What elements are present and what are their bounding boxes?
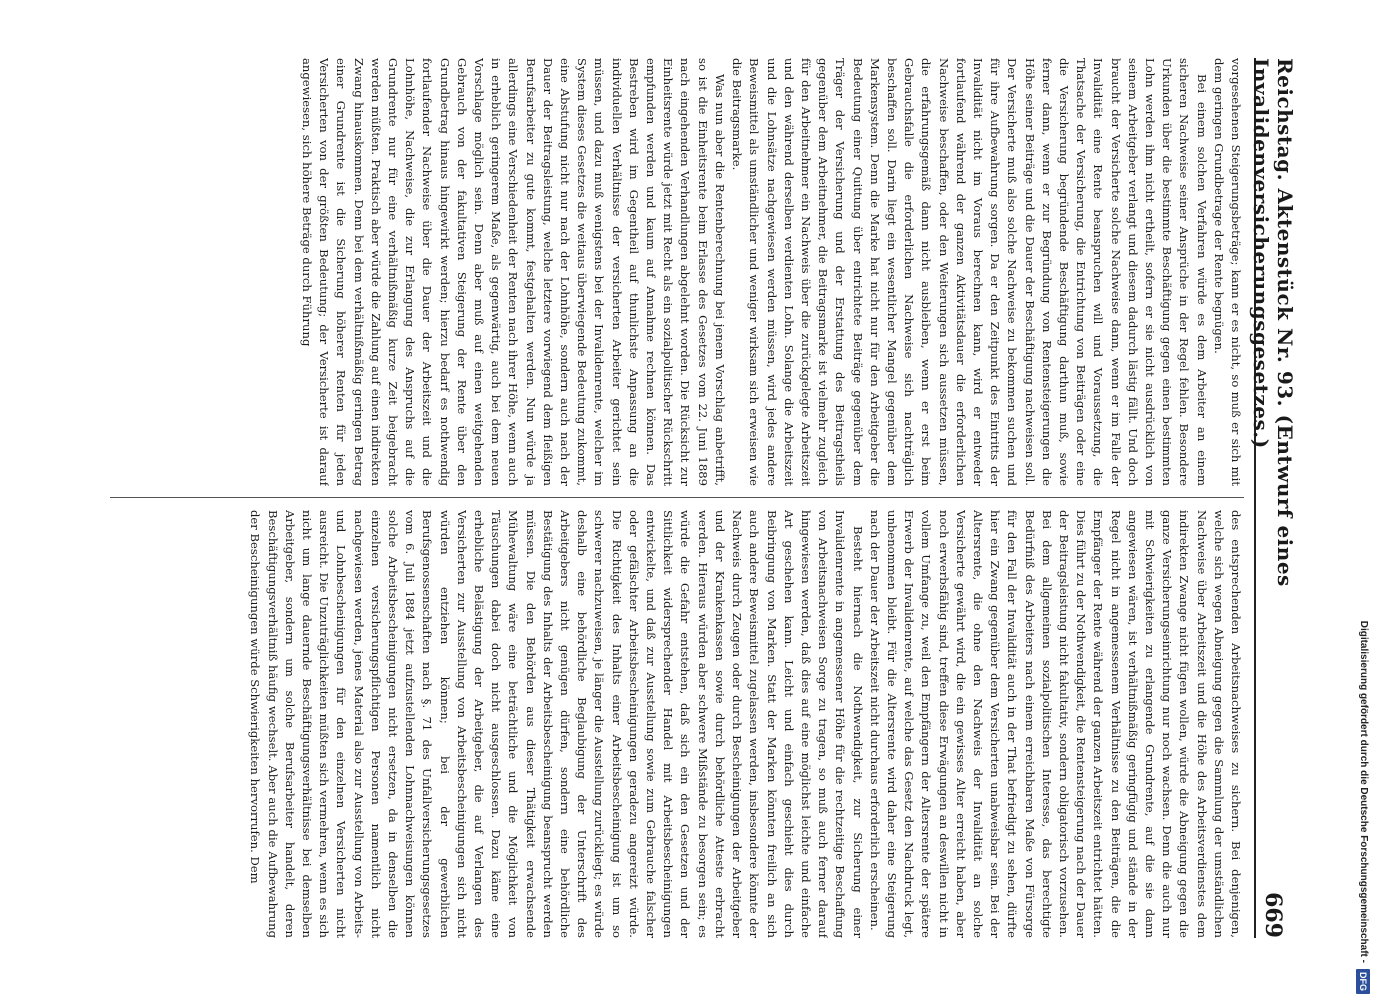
left-column [110, 58, 1244, 486]
page-header [1249, 58, 1297, 938]
left-paragraph: Was nun aber die Rentenberechnung bei jenem Vorschlag anbetrifft, so ist die Einheitsrente beim Erlasse des Gesetzes vom 22. Juni 1889 nach eingehenden Verhandlungen abgelehnt worden. Die Rücksicht zur Einheitsrente würde jetzt mit Recht als ein sozialpolitischer Rückschritt empfunden werden und kaum auf Annahme rechnen können. Das Bestreben wird im Gegentheil auf thunlichste Anpassung an die individuellen Verhältnisse der versicherten Arbeiter gerichtet sein müssen, und dazu muß wenigstens bei der Invalidenrente, welcher im System dieses Gesetzes die weitaus überwiegende Bedeutung zukommt, eine Abstufung nicht nur nach der Lohnhöhe, sondern auch nach der Dauer der Beitragsleistung, welche letztere vorwiegend dem fleißigen Berufsarbeiter zu gute kommt, festgehalten werden. Nun würde ja allerdings eine Verschiedenheit der Renten nach ihrer Höhe, wenn auch in erheblich geringerem Maße, als gegenwärtig, auch bei dem neuen Vorschlage möglich sein. Denn aber muß auf einen weitgehenden Gebrauch von der fakultativen Steigerung der Rente über den Grundbetrag hinaus hingewirkt werden; hierzu bedarf es nothwendig fortlaufender Nachweise über die Dauer der Arbeitszeit und die Lohnhöhe, Nachweise, die zur Erlangung des Anspruchs auf die Grundrente nur für eine verhältnißmäßig kurze Zeit beigebracht werden müßten. Praktisch aber würde die Zahlung auf einen indirekten Zwang hinauskommen. Denn bei dem verhältnißmäßig geringen Betrag einer Grundrente ist die Sicherung höherer Renten für jeden Versicherten von der größten Bedeutung; der Versicherte ist darauf angewiesen, sich höhere Beträge durch Führung [300, 58, 727, 486]
page-number: 669 [1260, 892, 1286, 938]
header-title: Reichstag. Aktenstück Nr. 93. (Entwurf eines Invalidenversicherungsgesetzes.) [1249, 58, 1297, 587]
left-paragraph: vorgesehenen Steigerungsbeträge; kann er es nicht, so muß er sich mit dem geringen Grundbetrage der Rente begnügen. [1211, 58, 1243, 486]
digitization-notice [1352, 6, 1374, 994]
dfg-logo: DFG [1356, 969, 1370, 994]
text-columns [110, 58, 1244, 938]
digitization-notice-text: Digitalisierung gefördert durch die Deutsche Forschungsgemeinschaft - [1358, 620, 1369, 963]
rotated-page-content [110, 58, 1297, 938]
right-paragraph: des entsprechenden Arbeitsnachweises zu sichern. Bei denjenigen, welche sich wegen Abneigung gegen die Sammlung der umständlichen Nachweise über Arbeitszeit und die Höhe des Arbeitsverdienstes dem indirekten Zwange nicht fügen wollen, würde die Abneigung gegen die ganze Versicherungseinrichtung nur noch wachsen. Denn die auch nur mit Schwierigkeiten zu erlangende Grundrente, auf die sie dann angewiesen wären, ist verhältnißmäßig geringfügig und stände in der Regel nicht in angemessenem Verhältnisse zu den Beiträgen, die die Empfänger der Rente während der ganzen Arbeitszeit entrichtet hätten. Dies führt zu der Nothwendigkeit, die Rentensteigerung nach der Dauer der Beitragsleistung nicht fakultativ, sondern obligatorisch vorzusehen. Bei dem allgemeinen sozialpolitischen Interesse, das berechtigte Bedürfniß des Arbeiters nach einem erreichbaren Maße von Fürsorge für den Fall der Invalidität auch in der That befriedigt zu sehen, dürfte hier ein Zwang gegenüber dem Versicherten unabweisbar sein. Bei der Altersrente, die ohne den Nachweis der Invalidität an solche Versicherte gewährt wird, die ein gewisses Alter erreicht haben, aber noch erwerbsfähig sind, treffen diese Erwägungen an deswillen nicht in vollem Umfange zu, weil den Empfängern der Altersrente der spätere Erwerb der Invalidenrente, auf welche das Gesetz den Nachdruck legt, unbenommen bleibt. Für die Altersrente wird daher eine Steigerung nach der Dauer der Arbeitszeit nicht durchaus erforderlich erscheinen. [867, 510, 1243, 938]
right-paragraph: Besteht hiernach die Nothwendigkeit, zur Sicherung einer Invalidenrente in angemessener Höhe für die rechtzeitige Beschaffung von Arbeitsnachweisen Sorge zu tragen, so muß auch ferner darauf hingewiesen werden, daß dies auf eine möglichst leichte und einfache Art geschehen kann. Leicht und einfach geschieht dies durch Beibringung von Marken. Statt der Marken könnten freilich an sich auch andere Beweismittel zugelassen werden, insbesondere könnte der Nachweis durch Zeugen oder durch Bescheinigungen der Arbeitgeber und der Krankenkassen sowie durch behördliche Atteste erbracht werden. Hieraus würden aber schwere Mißstände zu besorgen sein; es würde die Gefahr entstehen, daß sich ein den Gesetzen und der Sittlichkeit widersprechender Handel mit Arbeitsbescheinigungen entwickelte, und daß zur Ausstellung sowie zum Gebrauche falscher oder gefälschter Arbeitsbescheinigungen geradezu angereizt würde. Die Richtigkeit des Inhalts einer Arbeitsbescheinigung ist um so schwerer nachzuweisen, je länger die Ausstellung zurückliegt; es würde deshalb eine behördliche Beglaubigung der Unterschrift des Arbeitgebers nicht genügen dürfen, sondern eine behördliche Bestätigung des Inhalts der Arbeitsbescheinigung beansprucht werden müssen. Die den Behörden aus dieser Thätigkeit erwachsende Mühewaltung wäre eine beträchtliche und die Möglichkeit von Täuschungen dabei doch nicht ausgeschlossen. Dazu käme eine erhebliche Belästigung der Arbeitgeber, die auf Verlangen des Versicherten zur Ausstellung von Arbeitsbescheinigungen sich nicht würden entziehen können; bei der gewerblichen Berufsgenossenschaften nach §. 71 des Unfallversicherungsgesetzes vom 6. Juli 1884 jetzt aufzustellenden Lohnnachweisungen können solche Arbeitsbescheinigungen nicht ersetzen, da in denselben die einzelnen versicherungspflichtigen Personen namentlich nicht nachgewiesen werden, jenes Material also zur Ausstellung von Arbeits- und Lohnbescheinigungen für den einzelnen Versicherten nicht ausreicht. Die Unzuträglichkeiten müßten sich vermehren, wenn es sich nicht um lange dauernde Beschäftigungsverhältnisse bei demselben Arbeitgeber, sondern um solche Berufsarbeiter handelt, deren Beschäftigungsverhältniß häufig wechselt. Aber auch die Aufbewahrung der Bescheinigungen würde Schwierigkeiten hervorrufen. Dem [248, 510, 865, 938]
left-paragraph: Bei einem solchen Verfahren würde es dem Arbeiter an einem sicheren Nachweise seiner Ansprüche in der Regel fehlen. Besondere Urkunden über die bestimmte Beschäftigung gegen einen bestimmten Lohn werden ihm nicht ertheilt, sofern er sie nicht ausdrücklich von seinem Arbeitgeber verlangt und diesem dadurch lästig fällt. Und doch braucht der Versicherte solche Nachweise dann, wenn er im Falle der Invalidität eine Rente beanspruchen will und Voraussetzung, die Thatsache der Versicherung, die Entrichtung von Beiträgen oder eine die Versicherung begründende Beschäftigung darthun muß, sowie ferner dann, wenn er zur Begründung von Rentensteigerungen die Höhe seiner Beiträge und die Dauer der Beschäftigung nachweisen soll. Der Versicherte muß also solche Nachweise zu bekommen suchen und für ihre Aufbewahrung sorgen. Da er den Zeitpunkt des Eintritts der Invalidität nicht im Voraus berechnen kann, wird er entweder fortlaufend während der ganzen Aktivitätsdauer die erforderlichen Nachweise beschaffen, oder den Weiterungen sich aussetzen müssen, die erfahrungsgemäß dann nicht ausbleiben, wenn er erst beim Gebrauchsfalle die erforderlichen Nachweise sich nachträglich beschaffen soll. Darin liegt ein wesentlicher Mangel gegenüber dem Markensystem. Denn die Marke hat nicht nur für den Arbeitgeber die Bedeutung einer Quittung über entrichtete Beiträge gegenüber dem Träger der Versicherung und der Erstattung des Beitragstheils gegenüber dem Arbeitnehmer, die Beitragsmarke ist vielmehr zugleich für den Arbeitnehmer ein Nachweis über die zurückgelegte Arbeitszeit und den während derselben verdienten Lohn. Solange die Arbeitszeit und die Lohnsätze nachgewiesen werden müssen, wird jedes andere Beweismittel als umständlicher und weniger wirksam sich erweisen wie die Beitragsmarke. [730, 58, 1209, 486]
right-column [110, 510, 1244, 938]
column-divider [110, 497, 1244, 498]
